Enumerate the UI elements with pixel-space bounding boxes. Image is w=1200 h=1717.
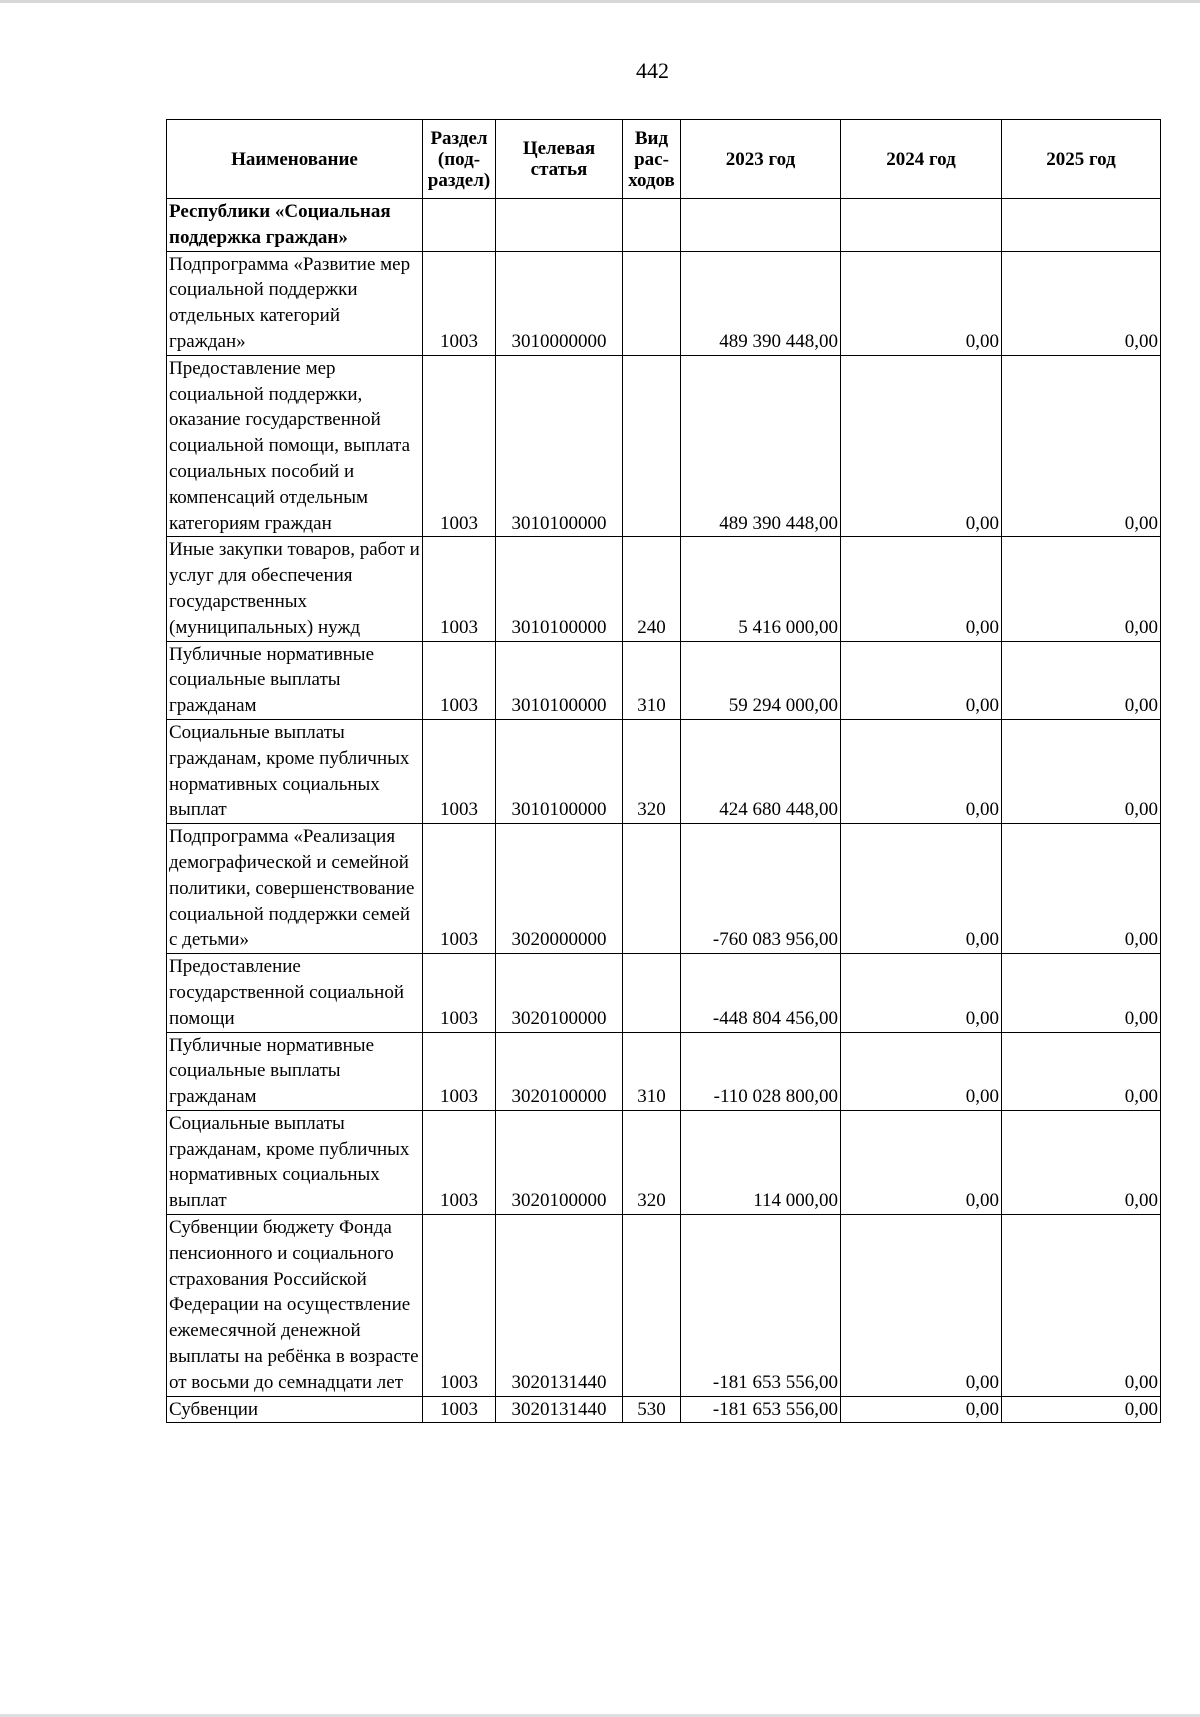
- table-row: [167, 251, 1161, 355]
- row-2024: 0,00: [841, 824, 1002, 954]
- row-kind: [623, 251, 681, 355]
- row-2025: 0,00: [1002, 824, 1161, 954]
- row-target: 3020100000: [496, 1110, 623, 1214]
- row-2023: -448 804 456,00: [681, 954, 841, 1032]
- row-2025: [1002, 199, 1161, 252]
- row-2025: 0,00: [1002, 641, 1161, 719]
- row-target: 3020131440: [496, 1215, 623, 1397]
- row-2023: -181 653 556,00: [681, 1215, 841, 1397]
- row-name: Субвенции: [167, 1396, 423, 1423]
- row-2024: 0,00: [841, 641, 1002, 719]
- header-section: Раздел (под-раздел): [423, 120, 496, 199]
- row-section: 1003: [423, 251, 496, 355]
- row-section: [423, 199, 496, 252]
- row-kind: 530: [623, 1396, 681, 1423]
- row-name: Иные закупки товаров, работ и услуг для обеспечения государственных (муниципальных) нужд: [167, 537, 423, 641]
- row-2025: 0,00: [1002, 251, 1161, 355]
- row-2025: 0,00: [1002, 355, 1161, 537]
- row-kind: [623, 355, 681, 537]
- table-row: [167, 1396, 1161, 1423]
- row-2025: 0,00: [1002, 954, 1161, 1032]
- row-section: 1003: [423, 954, 496, 1032]
- row-2024: 0,00: [841, 355, 1002, 537]
- row-2025: 0,00: [1002, 1110, 1161, 1214]
- row-2023: [681, 199, 841, 252]
- row-kind: [623, 1215, 681, 1397]
- row-name: Предоставление государственной социальной помощи: [167, 954, 423, 1032]
- header-name: Наименование: [167, 120, 423, 199]
- row-2024: 0,00: [841, 1396, 1002, 1423]
- row-2023: 5 416 000,00: [681, 537, 841, 641]
- row-name: Республики «Социальная поддержка граждан»: [167, 199, 423, 252]
- row-2023: 489 390 448,00: [681, 251, 841, 355]
- row-2024: [841, 199, 1002, 252]
- row-name: Предоставление мер социальной поддержки, оказание государственной социальной помощи, выплата социальных пособий и компенсаций отдельным категориям граждан: [167, 355, 423, 537]
- row-section: 1003: [423, 641, 496, 719]
- row-section: 1003: [423, 1215, 496, 1397]
- row-2024: 0,00: [841, 719, 1002, 823]
- row-2025: 0,00: [1002, 1215, 1161, 1397]
- row-name: Подпрограмма «Реализация демографической и семейной политики, совершенствование социальной поддержки семей с детьми»: [167, 824, 423, 954]
- row-section: 1003: [423, 1110, 496, 1214]
- row-2023: 489 390 448,00: [681, 355, 841, 537]
- page-number: 442: [636, 58, 669, 83]
- row-2025: 0,00: [1002, 537, 1161, 641]
- row-2023: -181 653 556,00: [681, 1396, 841, 1423]
- row-kind: 320: [623, 719, 681, 823]
- row-2024: 0,00: [841, 1215, 1002, 1397]
- table-row: [167, 824, 1161, 954]
- row-target: 3020100000: [496, 1032, 623, 1110]
- row-section: 1003: [423, 719, 496, 823]
- table-row: [167, 719, 1161, 823]
- table-row: [167, 355, 1161, 537]
- row-section: 1003: [423, 824, 496, 954]
- row-kind: 320: [623, 1110, 681, 1214]
- row-name: Публичные нормативные социальные выплаты гражданам: [167, 1032, 423, 1110]
- row-2025: 0,00: [1002, 1396, 1161, 1423]
- row-kind: 240: [623, 537, 681, 641]
- table-row: [167, 641, 1161, 719]
- header-2024: 2024 год: [841, 120, 1002, 199]
- row-target: 3020131440: [496, 1396, 623, 1423]
- row-name: Социальные выплаты гражданам, кроме публичных нормативных социальных выплат: [167, 719, 423, 823]
- row-2023: -760 083 956,00: [681, 824, 841, 954]
- row-name: Социальные выплаты гражданам, кроме публичных нормативных социальных выплат: [167, 1110, 423, 1214]
- row-section: 1003: [423, 355, 496, 537]
- row-section: 1003: [423, 537, 496, 641]
- row-target: 3010100000: [496, 641, 623, 719]
- row-name: Подпрограмма «Развитие мер социальной поддержки отдельных категорий граждан»: [167, 251, 423, 355]
- row-kind: [623, 954, 681, 1032]
- scan-edge-top: [0, 0, 1200, 3]
- row-2023: -110 028 800,00: [681, 1032, 841, 1110]
- row-section: 1003: [423, 1032, 496, 1110]
- row-2024: 0,00: [841, 1032, 1002, 1110]
- table-row: [167, 954, 1161, 1032]
- row-target: 3010000000: [496, 251, 623, 355]
- row-target: 3010100000: [496, 355, 623, 537]
- table-row: [167, 537, 1161, 641]
- row-target: 3010100000: [496, 537, 623, 641]
- row-kind: 310: [623, 641, 681, 719]
- row-target: 3010100000: [496, 719, 623, 823]
- row-target: [496, 199, 623, 252]
- row-2024: 0,00: [841, 1110, 1002, 1214]
- row-2023: 114 000,00: [681, 1110, 841, 1214]
- table-row: [167, 1215, 1161, 1397]
- row-section: 1003: [423, 1396, 496, 1423]
- table-row: [167, 199, 1161, 252]
- row-2025: 0,00: [1002, 1032, 1161, 1110]
- row-name: Субвенции бюджету Фонда пенсионного и социального страхования Российской Федерации на осуществление ежемесячной денежной выплаты на ребёнка в возрасте от восьми до семнадцати лет: [167, 1215, 423, 1397]
- row-target: 3020000000: [496, 824, 623, 954]
- header-2023: 2023 год: [681, 120, 841, 199]
- row-2024: 0,00: [841, 954, 1002, 1032]
- row-target: 3020100000: [496, 954, 623, 1032]
- row-2023: 424 680 448,00: [681, 719, 841, 823]
- header-2025: 2025 год: [1002, 120, 1161, 199]
- row-2024: 0,00: [841, 251, 1002, 355]
- table-row: [167, 1110, 1161, 1214]
- table-header-row: [167, 120, 1161, 199]
- row-kind: [623, 824, 681, 954]
- row-name: Публичные нормативные социальные выплаты гражданам: [167, 641, 423, 719]
- row-2025: 0,00: [1002, 719, 1161, 823]
- row-2024: 0,00: [841, 537, 1002, 641]
- row-2023: 59 294 000,00: [681, 641, 841, 719]
- header-kind: Вид рас-ходов: [623, 120, 681, 199]
- table-row: [167, 1032, 1161, 1110]
- header-target: Целевая статья: [496, 120, 623, 199]
- row-kind: 310: [623, 1032, 681, 1110]
- row-kind: [623, 199, 681, 252]
- budget-table: [166, 119, 1161, 1423]
